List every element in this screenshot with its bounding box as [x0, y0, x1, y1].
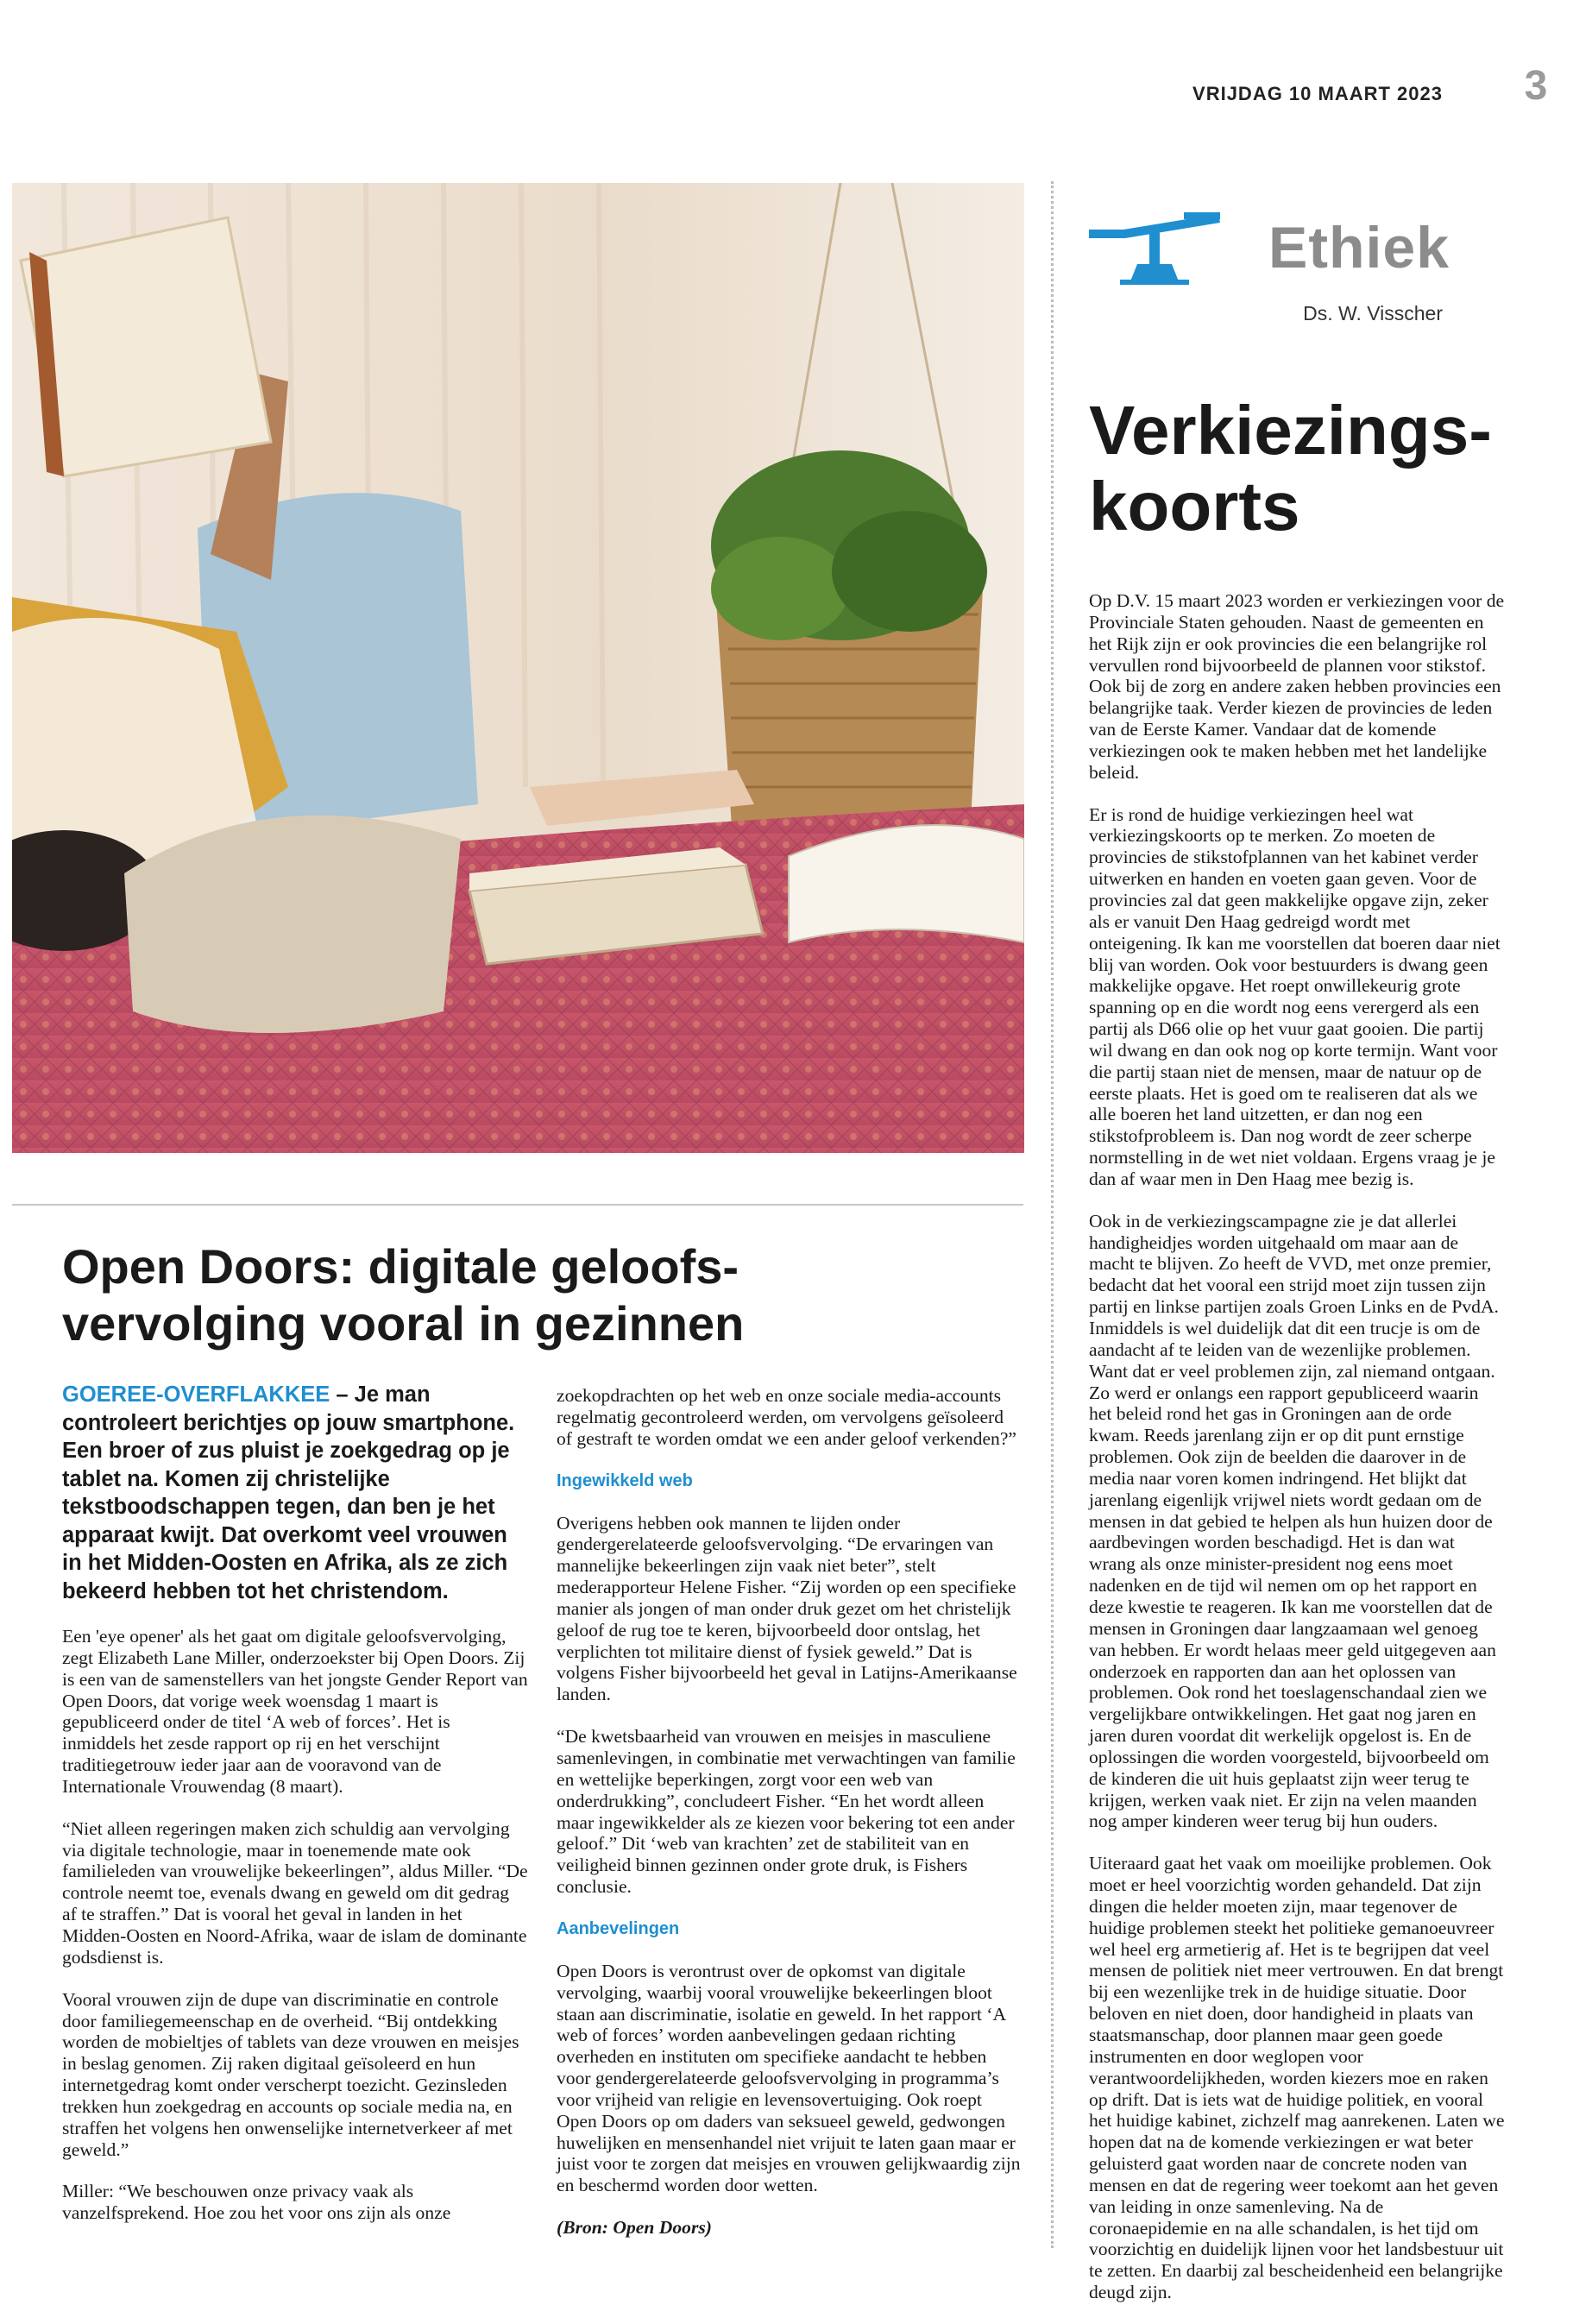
article-paragraph: Vooral vrouwen zijn de dupe van discriminatie en controle door familiegemeenschap en de overheid. “Bij ontdekking worden de mobieltjes of tablets van deze vrouwen en meisjes in beslag genomen. Zij raken digitaal geïsoleerd en hun internetgedrag komt onder verscherpt toezicht. Gezinsleden trekken hun zoekgedrag en accounts op sociale media na, en straffen het volgens hen onwenselijke internetverkeer af met geweld.”: [62, 1988, 519, 2160]
article-paragraph: Open Doors is verontrust over de opkomst van digitale vervolging, waarbij vooral vrouwelijke bekeerlingen bloot staan aan discriminatie, isolatie en geweld. In het rapport ‘A web of forces’ worden aanbevelingen gedaan richting overheden en instituten om specifieke aandacht te hebben voor gendergerelateerde geloofsvervolging in programma’s voor vrijheid van religie en levensovertuiging. Ook roept Open Doors op om daders van seksueel geweld, gedwongen huwelijken en mensenhandel niet vrijuit te laten gaan maar er juist voor te zorgen dat meisjes en vrouwen gelijkwaardig zijn en beschermd worden door wetten.: [557, 1960, 1021, 2196]
column-paragraph: Uiteraard gaat het vaak om moeilijke problemen. Ook moet er heel voorzichtig worden gehandeld. Dat zijn dingen die helder moeten zijn, maar tegenover de huidige problemen steekt het politieke gemanoeuvreer wel heel erg armetierig af. Het is te begrijpen dat veel mensen de politiek niet meer vertrouwen. En dat brengt bij een wezenlijke trek in de huidige situatie. Door beloven en niet doen, door handigheid in plaats van staatsmanschap, door plannen maar geen goede instrumenten en door weglopen voor verantwoordelijkheden, worden kiezers moe en raken op drift. Dat is iets wat de huidige politiek, en vooral het huidige kabinet, zichzelf mag aanrekenen. Laten we hopen dat na de komende verkiezingen er wat beter geluisterd gaat worden naar de concrete noden van mensen en dat de regering weer toekomt aan het geven van leiding in onze samenleving. Na de coronaepidemie en na alle schandalen, is het tijd om voorzichtig en duidelijk lijnen voor het landsbestuur uit te zetten. En daarbij zal bescheidenheid een belangrijke deugd zijn.: [1089, 1853, 1505, 2303]
column-headline-line1: Verkiezings-: [1089, 392, 1492, 469]
article-paragraph: Overigens hebben ook mannen te lijden onder gendergerelateerde geloofsvervolging. “De ervaringen van mannelijke bekeerlingen zijn vaak niet beter”, stelt mederapporteur Helene Fisher. “Zij worden op een specifieke manier als jongen of man onder druk gezet om het christelijk geloof de rug toe te keren, bijvoorbeeld door ontslag, het verplichten tot militaire dienst of fysiek geweld.” Dat is volgens Fisher bijvoorbeeld het geval in Latijns-Amerikaanse landen.: [557, 1512, 1017, 1705]
article-divider: [12, 1204, 1023, 1206]
dateline: GOEREE-OVERFLAKKEE: [62, 1382, 330, 1407]
column-author: Ds. W. Visscher: [1303, 302, 1443, 324]
article-paragraph: Een 'eye opener' als het gaat om digitale geloofsvervolging, zegt Elizabeth Lane Miller, onderzoekster bij Open Doors. Zij is een van de samenstellers van het jongste Gender Report van Open Doors, dat vorige week woensdag 1 maart is gepubliceerd onder de titel ‘A web of forces’. Het is inmiddels het zesde rapport op rij en het verschijnt traditiegetrouw ieder jaar aan de vooravond van de Internationale Vrouwendag (8 maart).: [62, 1626, 528, 1797]
article-headline: [62, 1238, 1011, 1352]
article-paragraph: Miller: “We beschouwen onze privacy vaak als vanzelfsprekend. Hoe zou het voor ons zijn als onze: [62, 2181, 451, 2224]
section-label: Ethiek: [1268, 215, 1450, 280]
article-headline-line2: vervolging vooral in gezinnen: [62, 1296, 745, 1351]
article-paragraph: “De kwetsbaarheid van vrouwen en meisjes in masculiene samenlevingen, in combinatie met verwachtingen van familie en wettelijke beperkingen, zorgt voor een web van onderdrukking”, concludeert Fisher. “En het wordt alleen maar ingewikkelder als ze kiezen voor bekering tot een ander geloof.” Dit ‘web van krachten’ zet de stabiliteit van en veiligheid binnen gezinnen onder grote druk, is Fishers conclusie.: [557, 1726, 1016, 1898]
article-paragraph: zoekopdrachten op het web en onze sociale media-accounts regelmatig gecontroleerd werden, om vervolgens geïsoleerd of gestraft te worden omdat we een ander geloof verkenden?”: [557, 1385, 1017, 1449]
subhead-complex-web: Ingewikkeld web: [557, 1471, 693, 1490]
article-column-1: [62, 1381, 528, 2245]
column-body: [1089, 590, 1505, 2324]
column-paragraph: Ook in de verkiezingscampagne zie je dat allerlei handigheidjes worden uitgehaald om maar aan de macht te blijven. Zo heeft de VVD, met onze premier, bedacht dat het vooral een strijd moet zijn tussen zijn partij en linkse partijen zoals Groen Links en de PvdA. Inmiddels is wel duidelijk dat dit een trucje is om de aandacht af te leiden van de wezenlijke problemen. Want dat er veel problemen zijn, zal niemand ontgaan. Zo werd er onlangs een rapport gepubliceerd waarin het beleid rond het gas in Groningen aan de orde kwam. Reeds jarenlang zijn er op dit punt ernstige problemen. Ook zijn de beelden die daarover in de media naar voren komen indringend. Het blijkt dat jarenlang eigenlijk vrijwel niets wordt gedaan om de mensen in dat gebied te helpen als hun huizen door de aardbevingen worden beschadigd. Het is dan wat wrang als onze minister-president nog eens moet nadenken en de tijd wil nemen om op het rapport en deze kwestie te reageren. Ik kan me voorstellen dat de mensen in Groningen daar langzaamaan wel genoeg van hebben. Er wordt helaas meer geld uitgegeven aan onderzoek en rapporten dan aan het oplossen van problemen. Ook rond het toeslagenschandaal zien we vergelijkbare ontwikkelingen. Het gaat nog jaren en jaren duren voordat dit werkelijk opgelost is. En de oplossingen die worden voorgesteld, bijvoorbeeld om de kinderen die uit huis geplaatst zijn weer terug te krijgen, werken vaak niet. Er zijn na velen maanden nog amper kinderen weer terug bij hun ouders.: [1089, 1210, 1499, 1832]
article-column-2: [557, 1385, 1023, 2259]
column-headline-line2: koorts: [1089, 468, 1300, 545]
page-number: 3: [1524, 63, 1548, 109]
issue-date: VRIJDAG 10 MAART 2023: [1192, 83, 1443, 104]
article-source: (Bron: Open Doors): [557, 2217, 712, 2239]
article-photo: [12, 183, 1024, 1153]
lead-text: – Je man controleert berichtjes op jouw smartphone. Een broer of zus pluist je zoekgedrag op je tablet na. Komen zij christelijke tekstboodschappen tegen, dan ben je het apparaat kwijt. Dat overkomt veel vrouwen in het Midden-Oosten en Afrika, als ze zich bekeerd hebben tot het christendom.: [62, 1382, 515, 1603]
photo-woman-reading-on-bed-icon: [12, 183, 1024, 1153]
column-paragraph: Op D.V. 15 maart 2023 worden er verkiezingen voor de Provinciale Staten gehouden. Naast de gemeenten en het Rijk zijn er ook provincies die een belangrijke rol vervullen rond bijvoorbeeld de plannen voor stikstof. Ook bij de zorg en andere zaken hebben provincies een belangrijke taak. Verder kiezen de provincies de leden van de Eerste Kamer. Vandaar dat de komende verkiezingen ook te maken hebben met het landelijke beleid.: [1089, 590, 1505, 783]
article-lead: [62, 1381, 528, 1605]
article-paragraph: “Niet alleen regeringen maken zich schuldig aan vervolging via digitale technologie, maar in toenemende mate ook familieleden van vrouwelijke bekeerlingen”, aldus Miller. “De controle neemt toe, evenals dwang en geweld om dit gedrag af te straffen.” Dat is vooral het geval in landen in het Midden-Oosten en Noord-Afrika, waar de islam de dominante godsdienst is.: [62, 1817, 528, 1968]
subhead-recommendations: Aanbevelingen: [557, 1918, 680, 1938]
scales-icon: [1089, 212, 1223, 285]
article-headline-line1: Open Doors: digitale geloofs-: [62, 1239, 739, 1294]
column-divider: [1051, 181, 1054, 2248]
column-paragraph: Er is rond de huidige verkiezingen heel wat verkiezingskoorts op te merken. Zo moeten de provincies de stikstofplannen van het kabinet verder uitwerken en handen en voeten gaan geven. Voor de provincies zal dat geen makkelijke opgave zijn, zeker als er vanuit Den Haag gedreigd wordt met onteigening. Ik kan me voorstellen dat boeren daar niet blij van worden. Ook voor bestuurders is dwang geen makkelijke opgave. Het roept onwillekeurig grote spanning op en die wordt nog eens verergerd als een partij als D66 olie op het vuur gaat gooien. Die partij wil dwang en dan ook nog op korte termijn. Want voor die partij staan niet de mensen, maar de natuur op de eerste plaats. Het is goed om te realiseren dat als we alle boeren het land uitzetten, er dan nog een stikstofprobleem is. Dan nog wordt de zeer scherpe normstelling in de wet niet voldaan. Ergens vraag je je dan af waar men in Den Haag mee bezig is.: [1089, 803, 1501, 1189]
column-headline: [1089, 392, 1492, 545]
